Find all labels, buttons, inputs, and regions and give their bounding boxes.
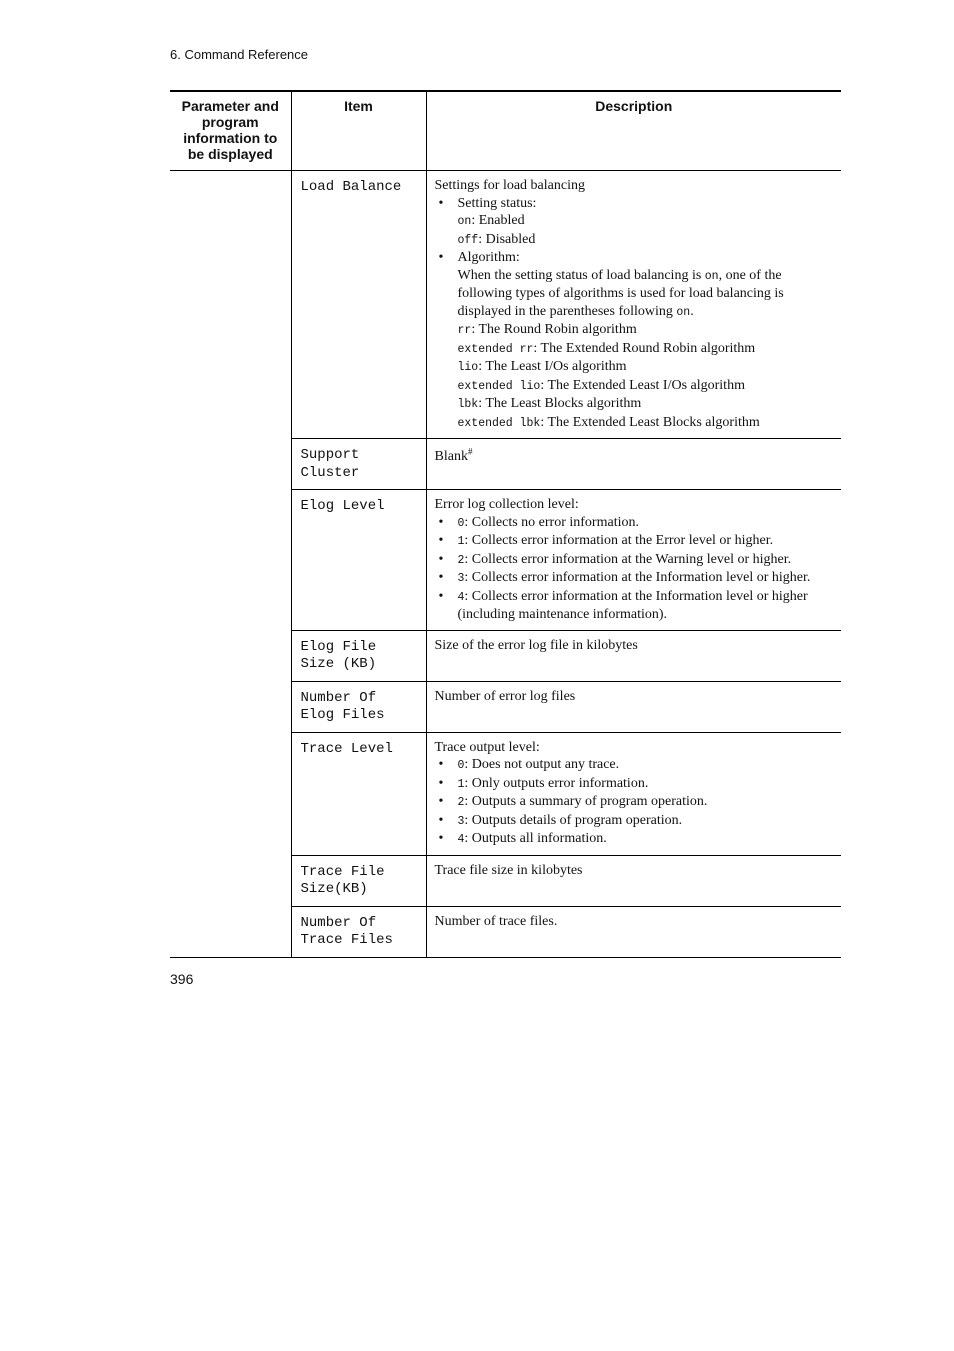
code-value: 3 [457,814,465,828]
list-subitem [458,377,834,396]
code-value: 1 [457,777,465,791]
code-value: on [676,305,691,319]
list-item [435,775,834,794]
bullet-list [435,756,834,849]
list-subitem [458,212,834,231]
code-value: off [457,233,479,247]
value-text: : Only outputs error information. [464,775,649,791]
list-item [435,756,834,775]
code-value: rr [457,324,472,337]
value-text: : The Least I/Os algorithm [478,359,627,374]
code-value: 4 [457,833,465,846]
column-header-parameter: Parameter and program information to be displayed [170,91,291,171]
code-value: 2 [457,796,465,809]
list-item [435,588,834,624]
item-cell: Load Balance [291,171,426,439]
paragraph-text: When the setting status of load balancing is [457,267,705,283]
code-value: 4 [457,590,465,604]
value-text: : Outputs all information. [464,831,607,846]
description-cell: Trace file size in kilobytes [426,855,841,906]
table-header-row [170,91,841,171]
table-row [170,171,841,439]
description-cell: Size of the error log file in kilobytes [426,630,841,681]
value-text: : Does not output any trace. [464,757,620,772]
running-header: 6. Command Reference [170,47,309,62]
value-text: : The Round Robin algorithm [471,322,637,337]
list-subitem [458,414,834,433]
code-value: 2 [457,553,465,567]
column-header-description: Description [426,91,841,171]
list-subitem [458,340,834,359]
value-text: : The Extended Round Robin algorithm [533,340,756,356]
value-text: : Outputs a summary of program operation. [464,794,708,809]
description-cell [426,490,841,631]
list-subitem [458,395,834,414]
value-text: : Collects error information at the Information level or higher. [464,570,811,585]
code-value: on [457,215,472,228]
bullet-list [435,514,834,624]
column-header-item: Item [291,91,426,171]
list-item [435,551,834,570]
code-value: 3 [457,572,465,585]
list-subitem [458,358,834,377]
code-value: extended lbk [457,416,541,430]
item-cell: Elog Level [291,490,426,631]
list-item [435,793,834,812]
description-cell [426,439,841,490]
code-value: lbk [457,398,479,411]
setting-status-label: Setting status: [457,195,537,211]
paragraph-text: . [690,303,694,319]
list-item [435,569,834,588]
code-value: extended rr [457,342,534,356]
value-text: : Collects error information at the Error level or higher. [464,533,774,548]
list-subitem [458,321,834,340]
value-text: : Collects error information at the Information level or higher (including maintenance information). [457,588,808,622]
description-cell [426,171,841,439]
item-cell: Number Of Elog Files [291,681,426,732]
code-value: 1 [457,535,465,548]
code-value: lio [457,361,479,374]
value-text: : The Extended Least Blocks algorithm [540,414,760,430]
parameter-cell [170,171,291,958]
item-cell: Trace File Size(KB) [291,855,426,906]
paragraph-text: , one of the following types of algorithms is used for load balancing is displayed in the parentheses following [457,267,784,319]
description-cell [426,732,841,855]
footnote-mark: # [467,446,473,457]
code-value: 0 [457,516,465,530]
list-item [435,195,834,250]
value-text: : Outputs details of program operation. [464,812,683,828]
code-value: 0 [457,759,465,772]
code-value: extended lio [457,379,541,393]
list-item [435,249,834,432]
value-text: : The Least Blocks algorithm [478,396,642,411]
algorithm-label: Algorithm: [457,250,520,265]
value-text: : Collects no error information. [464,514,639,530]
item-cell: Elog File Size (KB) [291,630,426,681]
bullet-list [435,195,834,433]
page-number: 396 [170,971,194,987]
item-cell: Trace Level [291,732,426,855]
list-subitem [458,231,834,250]
list-item [435,830,834,849]
item-cell: Support Cluster [291,439,426,490]
description-intro: Error log collection level: [434,497,579,512]
description-intro: Settings for load balancing [434,178,585,193]
description-cell: Number of error log files [426,681,841,732]
value-text: : Collects error information at the Warning level or higher. [464,551,792,567]
value-text: : Disabled [478,231,536,247]
code-value: on [704,269,719,283]
list-item [435,532,834,551]
description-cell: Number of trace files. [426,906,841,957]
value-text: : Enabled [471,213,525,228]
algorithm-paragraph [458,267,834,322]
list-item [435,812,834,831]
value-text: : The Extended Least I/Os algorithm [540,377,745,393]
description-intro: Trace output level: [434,739,540,755]
item-cell: Number Of Trace Files [291,906,426,957]
description-text: Blank [434,449,468,464]
reference-table [170,90,841,958]
list-item [435,514,834,533]
